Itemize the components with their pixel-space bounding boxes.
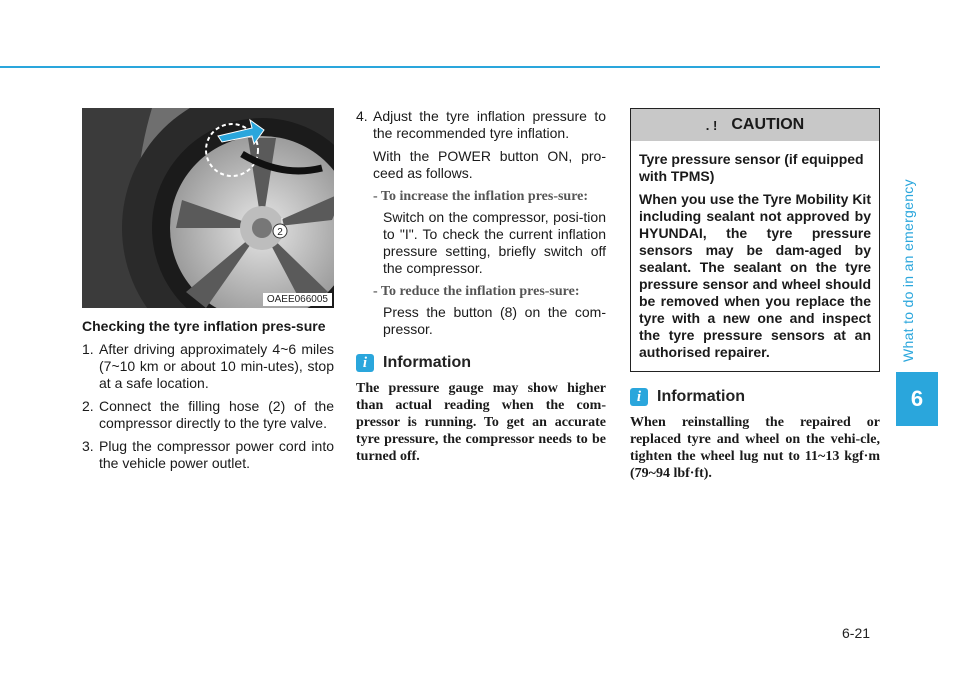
chapter-title-vertical bbox=[894, 22, 934, 362]
warning-icon: . ! bbox=[705, 117, 718, 133]
header-rule bbox=[0, 66, 880, 68]
information-header bbox=[356, 354, 606, 372]
page-number: 6-21 bbox=[842, 625, 871, 641]
chapter-number-tab[interactable] bbox=[896, 372, 938, 426]
column-middle bbox=[356, 108, 606, 465]
caution-box bbox=[630, 108, 880, 372]
information-header bbox=[630, 388, 880, 406]
info-icon: i bbox=[356, 354, 374, 372]
caution-title: CAUTION bbox=[731, 116, 805, 133]
list-item: 4. Adjust the tyre inflation pressure to the recommended tyre inflation. bbox=[356, 108, 606, 141]
wheel-compressor-photo bbox=[82, 108, 334, 308]
information-body: When reinstalling the repaired or replaced tyre and wheel on the vehi-cle, tighten the wheel lug nut to 11~13 kgf·m (79~94 lbf·ft). bbox=[630, 415, 880, 481]
caution-header bbox=[631, 109, 879, 141]
information-title: Information bbox=[657, 388, 745, 405]
info-icon: i bbox=[630, 388, 648, 406]
column-right bbox=[630, 108, 880, 482]
list-item: 1. After driving approximately 4~6 miles (7~10 km or about 10 min-utes), stop at a safe location. bbox=[82, 341, 334, 391]
caution-subtitle: Tyre pressure sensor (if equipped with TPMS) bbox=[639, 151, 864, 184]
callout-2: 2 bbox=[277, 227, 283, 238]
caution-body bbox=[631, 141, 879, 371]
procedure-steps bbox=[82, 341, 334, 472]
chapter-title: What to do in an emergency bbox=[900, 179, 916, 362]
column-left bbox=[82, 108, 334, 478]
information-title: Information bbox=[383, 354, 471, 371]
section-heading: Checking the tyre inflation pres-sure bbox=[82, 318, 326, 334]
increase-heading: - To increase the inflation pres-sure: bbox=[373, 189, 589, 204]
power-note: With the POWER button ON, pro-ceed as follows. bbox=[373, 148, 606, 181]
information-body: The pressure gauge may show higher than actual reading when the com-pressor is running. To get an accurate tyre pressure, the compressor needs to be turned off. bbox=[356, 381, 606, 464]
wheel-illustration bbox=[82, 108, 334, 308]
procedure-steps-continued bbox=[356, 108, 606, 142]
list-item: 3. Plug the compressor power cord into the vehicle power outlet. bbox=[82, 438, 334, 471]
chapter-number: 6 bbox=[910, 386, 924, 411]
increase-text: Switch on the compressor, posi-tion to "I". To check the current inflation pressure setting, briefly switch off the compressor. bbox=[383, 209, 606, 276]
list-item: 2. Connect the filling hose (2) of the compressor directly to the tyre valve. bbox=[82, 398, 334, 431]
reduce-heading: - To reduce the inflation pres-sure: bbox=[373, 284, 580, 299]
figure-code: OAEE066005 bbox=[263, 293, 332, 306]
reduce-text: Press the button (8) on the com-pressor. bbox=[383, 304, 606, 337]
caution-text: When you use the Tyre Mobility Kit including sealant not approved by HYUNDAI, the tyre pressure sensors may be dam-aged by sealant. The sealant on the tyre pressure sensor and wheel should be removed when you replace the tyre with a new one and inspect the tyre pressure sensors at an authorised repairer. bbox=[639, 191, 871, 360]
